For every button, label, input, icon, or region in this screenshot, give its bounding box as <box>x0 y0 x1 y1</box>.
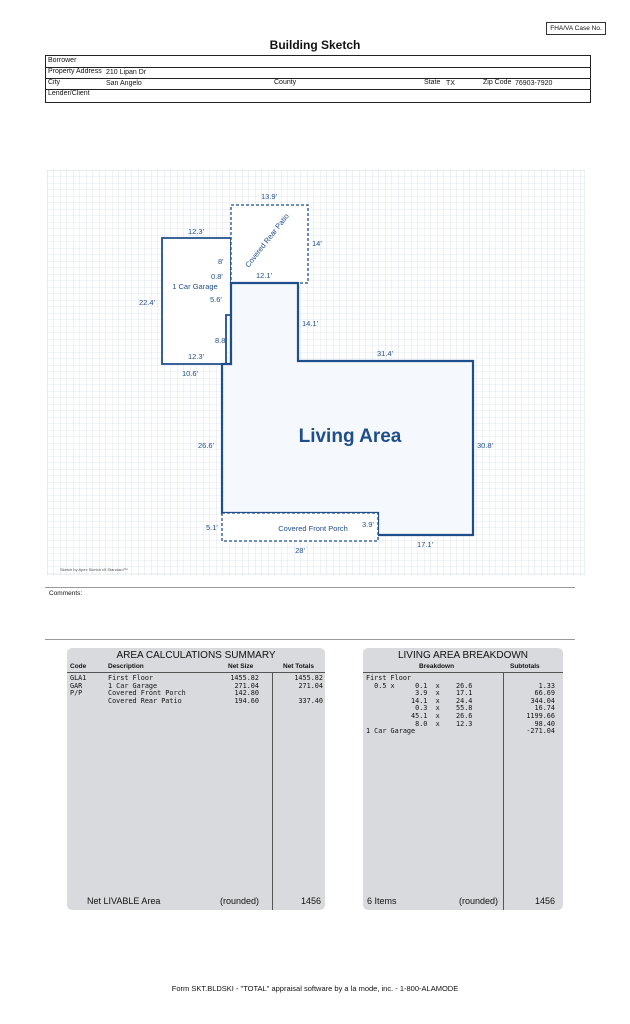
breakdown-line: 3.9 x 17.1 <box>366 689 473 698</box>
breakdown-subtotal: 98.40 <box>534 719 555 728</box>
breakdown-subtotal: -271.04 <box>526 727 555 736</box>
dim-28: 28' <box>295 546 305 555</box>
area-summary-title: AREA CALCULATIONS SUMMARY <box>116 650 276 661</box>
area-row-net: 194.60 <box>234 696 259 705</box>
area-row-total: 271.04 <box>298 681 323 690</box>
city-value: San Angelo <box>106 80 142 87</box>
rear-patio-label: Covered Rear Patio <box>243 211 291 270</box>
header-table <box>45 55 591 103</box>
front-porch-label: Covered Front Porch <box>278 524 348 533</box>
dim-10-6: 10.6' <box>182 369 199 378</box>
breakdown-subtotal: 1.33 <box>538 681 555 690</box>
area-row-net: 142.80 <box>234 689 259 698</box>
net-livable-value: 1456 <box>301 896 322 906</box>
living-breakdown-title: LIVING AREA BREAKDOWN <box>397 650 529 661</box>
area-row-total: 1455.82 <box>294 674 323 682</box>
area-summary-panel <box>67 648 325 910</box>
dim-garage-88: 8.8' <box>215 336 227 345</box>
address-value: 210 Lipan Dr <box>106 69 147 76</box>
col-description: Description <box>108 663 144 670</box>
items-total-value: 1456 <box>535 896 556 906</box>
col-breakdown: Breakdown <box>419 663 455 670</box>
dim-26-6: 26.6' <box>198 441 215 450</box>
state-value: TX <box>446 80 455 87</box>
breakdown-line: 0.3 x 55.8 <box>366 704 473 713</box>
state-label: State <box>424 79 441 86</box>
fha-va-case-box: FHA/VA Case No. <box>546 22 606 35</box>
breakdown-line: First Floor <box>366 674 412 682</box>
net-livable-rounded: (rounded) <box>220 896 260 906</box>
items-rounded: (rounded) <box>459 896 499 906</box>
breakdown-line: 8.0 x 12.3 <box>366 719 473 728</box>
dim-17-1: 17.1' <box>416 540 434 549</box>
area-summary-column-rule <box>272 672 273 910</box>
area-row-desc: First Floor <box>108 674 154 682</box>
col-code: Code <box>70 663 87 670</box>
comments-bottom-rule <box>45 639 575 640</box>
breakdown-subtotal: 66.69 <box>534 689 555 698</box>
lender-label: Lender/Client <box>48 90 90 97</box>
comments-top-rule <box>45 587 575 588</box>
area-row-total: 337.40 <box>298 696 323 705</box>
county-label: County <box>274 79 297 86</box>
items-count: 6 Items <box>367 896 397 906</box>
dim-garage-bottom: 12.3' <box>187 352 205 361</box>
dim-patio-bottom: 12.1' <box>255 271 273 280</box>
breakdown-line: 0.5 x 0.1 x 26.6 <box>366 681 473 690</box>
dim-garage-left: 22.4' <box>139 298 156 307</box>
dim-patio-top: 13.9' <box>260 192 278 201</box>
building-sketch <box>47 170 585 575</box>
col-net-size: Net Size <box>228 663 254 670</box>
dim-garage-top: 12.3' <box>187 227 205 236</box>
col-subtotals: Subtotals <box>510 663 540 670</box>
comments-label: Comments: <box>49 590 83 597</box>
area-row-net: 271.04 <box>234 681 259 690</box>
breakdown-line: 45.1 x 26.6 <box>366 712 473 720</box>
dim-30-8: 30.8' <box>477 441 494 450</box>
area-row-code: P/P <box>70 689 83 698</box>
zip-value: 76903-7920 <box>515 80 553 87</box>
dim-14-1: 14.1' <box>302 319 319 328</box>
lender-row <box>46 89 590 101</box>
borrower-label: Borrower <box>48 57 77 64</box>
dim-garage-56: 5.6' <box>210 295 222 304</box>
area-row-desc: 1 Car Garage <box>108 681 158 690</box>
living-area-label: Living Area <box>298 426 402 447</box>
dim-5-1: 5.1' <box>206 523 218 532</box>
area-row-desc: Covered Rear Patio <box>108 696 182 705</box>
address-label: Property Address <box>48 68 102 75</box>
breakdown-subtotal: 16.74 <box>534 704 555 713</box>
net-livable-label: Net LIVABLE Area <box>87 896 161 906</box>
area-row-code: GAR <box>70 681 83 690</box>
zip-label: Zip Code <box>483 79 512 86</box>
living-breakdown-header-rule <box>363 672 563 673</box>
sketch-credit: Sketch by Apex Sketch v5 Standard™ <box>60 567 128 572</box>
dim-garage-8: 8' <box>218 257 224 266</box>
garage-label: 1 Car Garage <box>172 282 218 291</box>
area-row-net: 1455.82 <box>230 674 259 682</box>
dim-patio-right: 14' <box>312 239 322 248</box>
col-net-totals: Net Totals <box>283 663 314 670</box>
breakdown-line: 1 Car Garage <box>366 727 416 736</box>
form-footer: Form SKT.BLDSKI - "TOTAL" appraisal software by a la mode, inc. - 1-800-ALAMODE <box>171 984 459 993</box>
living-breakdown-panel <box>363 648 563 910</box>
breakdown-subtotal: 1199.66 <box>526 712 555 720</box>
city-label: City <box>48 79 61 86</box>
area-row-desc: Covered Front Porch <box>108 689 186 698</box>
area-summary-header-rule <box>67 672 325 673</box>
dim-31-4: 31.4' <box>376 349 394 358</box>
breakdown-line: 14.1 x 24.4 <box>366 696 473 705</box>
dim-3-9: 3.9' <box>362 520 374 529</box>
breakdown-subtotal: 344.04 <box>530 696 555 705</box>
living-breakdown-column-rule <box>503 672 504 910</box>
dim-garage-08: 0.8' <box>211 272 223 281</box>
page-title: Building Sketch <box>269 38 361 52</box>
area-row-code: GLA1 <box>70 674 87 682</box>
